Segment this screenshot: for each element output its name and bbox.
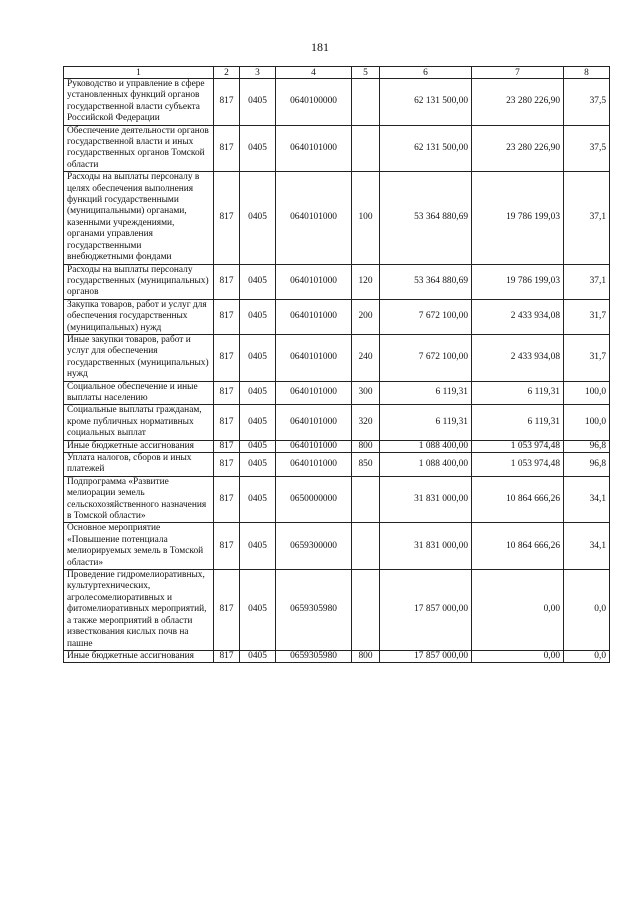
- cell-col-4: 0640101000: [276, 172, 352, 264]
- cell-col-3: 0405: [240, 172, 276, 264]
- cell-col-4: 0659300000: [276, 523, 352, 570]
- cell-col-5: 320: [352, 405, 380, 440]
- cell-col-5: 300: [352, 381, 380, 405]
- cell-col-5: [352, 523, 380, 570]
- cell-col-6: 6 119,31: [380, 381, 472, 405]
- budget-table: [63, 66, 610, 663]
- column-header: 8: [564, 67, 610, 79]
- cell-col-5: 800: [352, 440, 380, 452]
- cell-col-2: 817: [214, 570, 240, 651]
- cell-col-2: 817: [214, 453, 240, 477]
- cell-name: Расходы на выплаты персоналу государственных (муниципальных) органов: [64, 264, 214, 299]
- column-header: 6: [380, 67, 472, 79]
- cell-name: Подпрограмма «Развитие мелиорации земель сельскохозяйственного назначения в Томской области»: [64, 476, 214, 523]
- cell-col-3: 0405: [240, 405, 276, 440]
- cell-col-3: 0405: [240, 523, 276, 570]
- cell-col-8: 0,0: [564, 570, 610, 651]
- column-header: 7: [472, 67, 564, 79]
- cell-col-4: 0650000000: [276, 476, 352, 523]
- table-row: [64, 570, 610, 651]
- cell-name: Проведение гидромелиоративных, культуртехнических, агролесомелиоративных и фитомелиоративных мероприятий, а также мероприятий в области известкования кислых почв на пашне: [64, 570, 214, 651]
- cell-col-4: 0640101000: [276, 381, 352, 405]
- cell-col-4: 0640101000: [276, 299, 352, 334]
- cell-col-6: 1 088 400,00: [380, 440, 472, 452]
- cell-col-4: 0640101000: [276, 125, 352, 172]
- cell-col-2: 817: [214, 650, 240, 662]
- cell-name: Социальное обеспечение и иные выплаты населению: [64, 381, 214, 405]
- cell-col-8: 0,0: [564, 650, 610, 662]
- cell-col-3: 0405: [240, 79, 276, 126]
- cell-col-3: 0405: [240, 125, 276, 172]
- cell-col-5: 100: [352, 172, 380, 264]
- cell-col-3: 0405: [240, 476, 276, 523]
- column-header: 4: [276, 67, 352, 79]
- cell-col-2: 817: [214, 334, 240, 381]
- cell-col-8: 34,1: [564, 523, 610, 570]
- table-row: [64, 523, 610, 570]
- cell-col-8: 37,5: [564, 79, 610, 126]
- cell-col-7: 23 280 226,90: [472, 125, 564, 172]
- cell-col-2: 817: [214, 264, 240, 299]
- cell-name: Иные закупки товаров, работ и услуг для обеспечения государственных (муниципальных) нужд: [64, 334, 214, 381]
- cell-col-6: 6 119,31: [380, 405, 472, 440]
- cell-name: Руководство и управление в сфере установленных функций органов государственной власти субъекта Российской Федерации: [64, 79, 214, 126]
- cell-name: Уплата налогов, сборов и иных платежей: [64, 453, 214, 477]
- cell-col-6: 17 857 000,00: [380, 650, 472, 662]
- cell-col-8: 37,1: [564, 264, 610, 299]
- cell-col-8: 100,0: [564, 381, 610, 405]
- cell-col-3: 0405: [240, 381, 276, 405]
- cell-col-5: 800: [352, 650, 380, 662]
- cell-col-8: 37,5: [564, 125, 610, 172]
- table-row: [64, 453, 610, 477]
- cell-col-2: 817: [214, 523, 240, 570]
- cell-col-7: 10 864 666,26: [472, 476, 564, 523]
- cell-col-2: 817: [214, 299, 240, 334]
- cell-col-7: 23 280 226,90: [472, 79, 564, 126]
- cell-name: Иные бюджетные ассигнования: [64, 440, 214, 452]
- cell-col-7: 10 864 666,26: [472, 523, 564, 570]
- cell-col-7: 2 433 934,08: [472, 299, 564, 334]
- cell-col-8: 96,8: [564, 440, 610, 452]
- cell-col-4: 0640100000: [276, 79, 352, 126]
- cell-col-5: [352, 570, 380, 651]
- table-row: [64, 440, 610, 452]
- cell-col-8: 100,0: [564, 405, 610, 440]
- cell-col-6: 7 672 100,00: [380, 299, 472, 334]
- cell-col-5: 120: [352, 264, 380, 299]
- cell-col-7: 19 786 199,03: [472, 172, 564, 264]
- cell-col-6: 1 088 400,00: [380, 453, 472, 477]
- cell-col-8: 31,7: [564, 334, 610, 381]
- cell-col-8: 34,1: [564, 476, 610, 523]
- cell-col-6: 62 131 500,00: [380, 125, 472, 172]
- cell-col-4: 0640101000: [276, 440, 352, 452]
- cell-name: Обеспечение деятельности органов государственной власти и иных государственных органов Томской области: [64, 125, 214, 172]
- cell-col-6: 31 831 000,00: [380, 523, 472, 570]
- cell-name: Закупка товаров, работ и услуг для обеспечения государственных (муниципальных) нужд: [64, 299, 214, 334]
- cell-col-3: 0405: [240, 570, 276, 651]
- cell-col-4: 0640101000: [276, 334, 352, 381]
- cell-name: Основное мероприятие «Повышение потенциала мелиорируемых земель в Томской области»: [64, 523, 214, 570]
- column-header: 1: [64, 67, 214, 79]
- cell-col-2: 817: [214, 440, 240, 452]
- column-header: 2: [214, 67, 240, 79]
- cell-col-6: 31 831 000,00: [380, 476, 472, 523]
- cell-col-7: 0,00: [472, 650, 564, 662]
- table-row: [64, 405, 610, 440]
- cell-col-2: 817: [214, 79, 240, 126]
- table-row: [64, 299, 610, 334]
- cell-col-2: 817: [214, 476, 240, 523]
- cell-col-8: 37,1: [564, 172, 610, 264]
- cell-col-4: 0659305980: [276, 570, 352, 651]
- cell-col-3: 0405: [240, 264, 276, 299]
- table-row: [64, 172, 610, 264]
- cell-col-6: 62 131 500,00: [380, 79, 472, 126]
- cell-col-6: 17 857 000,00: [380, 570, 472, 651]
- page-number: 181: [311, 40, 329, 54]
- column-header: 5: [352, 67, 380, 79]
- cell-col-5: [352, 79, 380, 126]
- cell-col-4: 0640101000: [276, 405, 352, 440]
- cell-col-7: 6 119,31: [472, 381, 564, 405]
- cell-col-5: [352, 476, 380, 523]
- table-row: [64, 79, 610, 126]
- cell-name: Расходы на выплаты персоналу в целях обеспечения выполнения функций государственными (муниципальными) органами, казенными учреждениями, органами управления государственными внебюджетными фондами: [64, 172, 214, 264]
- cell-col-7: 6 119,31: [472, 405, 564, 440]
- cell-col-3: 0405: [240, 334, 276, 381]
- column-header: 3: [240, 67, 276, 79]
- cell-col-2: 817: [214, 381, 240, 405]
- cell-col-6: 53 364 880,69: [380, 172, 472, 264]
- cell-col-7: 19 786 199,03: [472, 264, 564, 299]
- cell-col-5: 200: [352, 299, 380, 334]
- table-row: [64, 334, 610, 381]
- cell-col-4: 0640101000: [276, 453, 352, 477]
- cell-col-2: 817: [214, 172, 240, 264]
- cell-col-7: 2 433 934,08: [472, 334, 564, 381]
- cell-col-2: 817: [214, 405, 240, 440]
- cell-col-3: 0405: [240, 299, 276, 334]
- cell-col-6: 53 364 880,69: [380, 264, 472, 299]
- cell-col-3: 0405: [240, 440, 276, 452]
- table-row: [64, 264, 610, 299]
- cell-col-5: [352, 125, 380, 172]
- cell-col-2: 817: [214, 125, 240, 172]
- table-row: [64, 125, 610, 172]
- cell-name: Иные бюджетные ассигнования: [64, 650, 214, 662]
- cell-col-5: 240: [352, 334, 380, 381]
- table-row: [64, 650, 610, 662]
- cell-col-7: 1 053 974,48: [472, 440, 564, 452]
- table-header-row: [64, 67, 610, 79]
- cell-col-4: 0659305980: [276, 650, 352, 662]
- cell-col-4: 0640101000: [276, 264, 352, 299]
- cell-col-3: 0405: [240, 453, 276, 477]
- cell-col-6: 7 672 100,00: [380, 334, 472, 381]
- cell-col-8: 96,8: [564, 453, 610, 477]
- table-row: [64, 476, 610, 523]
- cell-name: Социальные выплаты гражданам, кроме публичных нормативных социальных выплат: [64, 405, 214, 440]
- cell-col-3: 0405: [240, 650, 276, 662]
- cell-col-5: 850: [352, 453, 380, 477]
- table-row: [64, 381, 610, 405]
- cell-col-8: 31,7: [564, 299, 610, 334]
- cell-col-7: 1 053 974,48: [472, 453, 564, 477]
- cell-col-7: 0,00: [472, 570, 564, 651]
